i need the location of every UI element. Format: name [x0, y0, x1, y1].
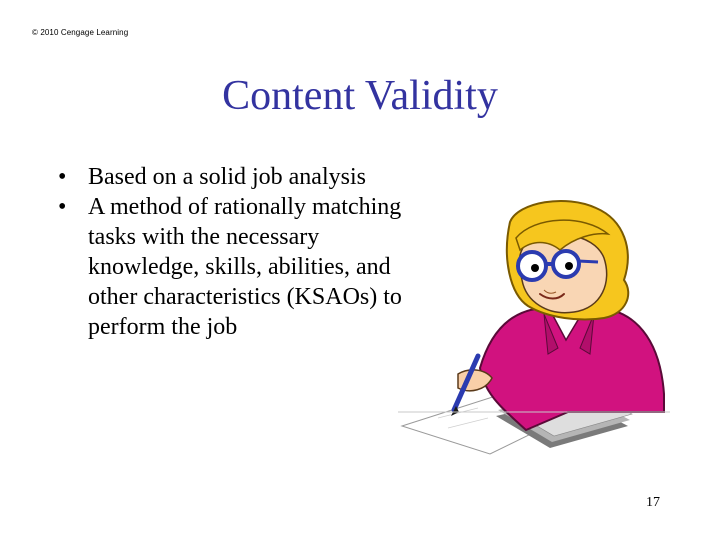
woman-writing-clipart-icon [398, 198, 670, 460]
bullet-text: Based on a solid job analysis [88, 164, 366, 190]
slide-title: Content Validity [222, 73, 498, 119]
bullet-dot-icon: • [58, 194, 67, 220]
page-number: 17 [646, 495, 660, 510]
bullet-item [58, 192, 428, 342]
copyright-notice: © 2010 Cengage Learning [32, 28, 129, 37]
bullet-item [58, 162, 428, 192]
bullet-list [58, 162, 428, 342]
bullet-dot-icon: • [58, 164, 67, 190]
bullet-text: A method of rationally matching tasks with the necessary knowledge, skills, abilities, and other characteristics (KSAOs) to perform the job [88, 194, 402, 340]
